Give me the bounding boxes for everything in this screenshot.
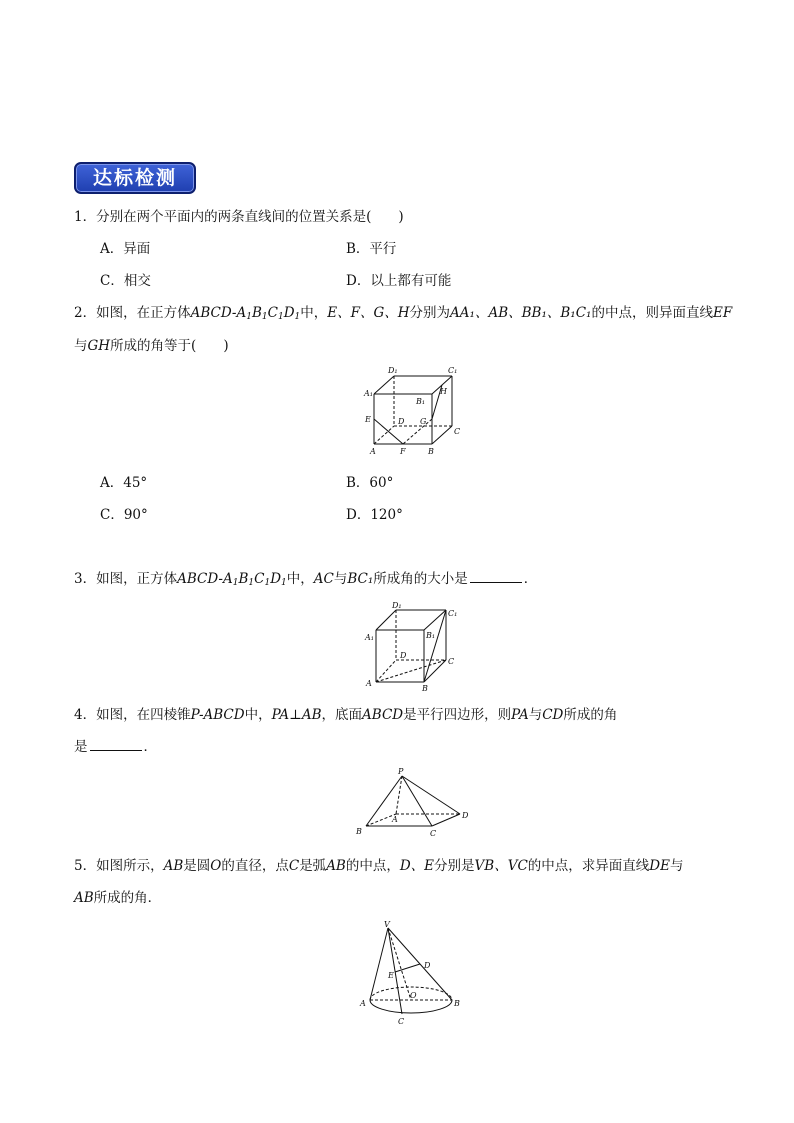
question-number: 4． xyxy=(74,707,97,723)
label-c: C xyxy=(448,657,455,666)
segments-vb-vc: VB、VC xyxy=(474,858,528,874)
segment-ac: AC xyxy=(313,571,334,587)
text: 分别是 xyxy=(434,858,475,874)
text: 与 xyxy=(669,858,684,874)
segment-ab: AB xyxy=(163,858,184,874)
text: 与 xyxy=(528,707,543,723)
question-4-line1 xyxy=(74,706,617,724)
segment-pa: PA xyxy=(511,707,529,723)
label-c: C xyxy=(398,1017,405,1026)
cube-figure-q2 xyxy=(360,364,464,458)
label-b1: B₁ xyxy=(416,397,426,406)
segment-cd: CD xyxy=(542,707,564,723)
question-4-line2 xyxy=(74,738,157,756)
label-b: B xyxy=(454,999,460,1008)
label-a: A xyxy=(370,447,376,456)
label-o: O xyxy=(410,991,417,1000)
option-2a: A．45° xyxy=(100,475,148,491)
option-1a: A．异面 xyxy=(100,241,151,257)
answer-blank xyxy=(470,570,522,583)
label-g: G xyxy=(420,417,427,426)
text: 分别为 xyxy=(409,305,451,321)
pyramid-figure-q4 xyxy=(352,766,476,838)
option-1b: B．平行 xyxy=(346,241,397,257)
label-h: H xyxy=(440,387,447,396)
label-d1: D₁ xyxy=(392,601,402,610)
text: 的中点， xyxy=(345,858,400,874)
label-b: B xyxy=(422,684,428,692)
label-c: C xyxy=(454,427,461,436)
cone-figure-q5 xyxy=(356,918,466,1030)
label-a: A xyxy=(392,815,398,824)
label-a1: A₁ xyxy=(365,633,374,642)
cube-name: ABCD xyxy=(190,305,232,321)
segment-ab: AB xyxy=(74,890,94,906)
text: 是 xyxy=(74,739,88,755)
label-e: E xyxy=(365,415,371,424)
label-e: E xyxy=(388,971,394,980)
label-d: D xyxy=(424,961,431,970)
label-a: A xyxy=(366,679,372,688)
text: 是弧 xyxy=(299,858,327,874)
base-name: ABCD xyxy=(362,707,404,723)
text: 的中点，求异面直线 xyxy=(527,858,650,874)
text: 所成的角等于( ) xyxy=(110,338,229,354)
perp-relation: PA⊥AB xyxy=(271,707,322,723)
option-1c: C．相交 xyxy=(100,273,151,289)
text: 如图，在四棱锥 xyxy=(96,707,191,723)
text: 如图所示， xyxy=(96,858,164,874)
line-ef: EF xyxy=(712,305,733,321)
label-v: V xyxy=(384,920,390,929)
text: 所成的角． xyxy=(93,890,162,906)
label-c1: C₁ xyxy=(448,366,458,375)
text: 与 xyxy=(333,571,348,587)
line-gh: GH xyxy=(87,338,111,354)
label-b: B xyxy=(428,447,434,456)
question-text: 分别在两个平面内的两条直线间的位置关系是( ) xyxy=(96,209,404,225)
text: ． xyxy=(143,739,157,755)
line-de: DE xyxy=(649,858,670,874)
label-f: F xyxy=(400,447,406,456)
label-b1: B₁ xyxy=(426,631,436,640)
label-a1: A₁ xyxy=(364,389,373,398)
option-1d: D．以上都有可能 xyxy=(346,273,452,289)
label-d1: D₁ xyxy=(388,366,398,375)
text: 所成角的大小是 xyxy=(373,571,468,587)
text: 中， xyxy=(300,305,328,321)
question-5-line1 xyxy=(74,857,683,875)
arc-ab: AB xyxy=(326,858,346,874)
label-c1: C₁ xyxy=(448,609,458,618)
question-5-line2 xyxy=(74,889,161,907)
text: 中， xyxy=(286,571,314,587)
text: 如图，正方体 xyxy=(96,571,178,587)
label-b: B xyxy=(356,827,362,836)
points-d-e: D、E xyxy=(399,858,435,874)
label-a: A xyxy=(360,999,366,1008)
question-2-line1: 2．如图，在正方体ABCD-$A_1B_1C_1D_1$中，E、F、G、H分别为AA₁、AB、BB₁、B₁C₁的中点，则异面直线EF xyxy=(74,305,733,322)
pyramid-name: P-ABCD xyxy=(190,707,245,723)
label-c: C xyxy=(430,829,437,838)
text: 如图，在正方体 xyxy=(96,305,191,321)
answer-blank xyxy=(90,738,142,751)
segment-bc1: BC₁ xyxy=(347,571,374,587)
text: 的中点，则异面直线 xyxy=(591,305,713,321)
points: E、F、G、H xyxy=(327,305,410,321)
point-c: C xyxy=(288,858,300,874)
section-title-banner: 达标检测 xyxy=(74,162,196,194)
cube-figure-q3 xyxy=(362,598,466,692)
option-2c: C．90° xyxy=(100,507,148,523)
text: 的直径，点 xyxy=(221,858,289,874)
text: 是圆 xyxy=(183,858,211,874)
question-number: 1． xyxy=(74,209,97,225)
text: ． xyxy=(523,571,538,587)
label-d: D xyxy=(398,417,405,426)
text: 中， xyxy=(244,707,272,723)
label-p: P xyxy=(398,767,404,776)
question-3: 3．如图，正方体ABCD-$A_1B_1C_1D_1$中，AC与BC₁所成角的大小是 ． xyxy=(74,571,538,588)
label-d: D xyxy=(462,811,469,820)
text: 所成的角 xyxy=(563,707,618,723)
question-number: 5． xyxy=(74,858,97,874)
label-d: D xyxy=(400,651,407,660)
text: 是平行四边形，则 xyxy=(403,707,512,723)
option-2d: D．120° xyxy=(346,507,403,523)
text: 与 xyxy=(74,338,88,354)
option-2b: B．60° xyxy=(346,475,394,491)
text: ，底面 xyxy=(321,707,363,723)
question-number: 2． xyxy=(74,305,97,321)
question-number: 3． xyxy=(74,571,97,587)
question-2-line2 xyxy=(74,337,229,355)
question-1 xyxy=(74,208,404,226)
midpoints: AA₁、AB、BB₁、B₁C₁ xyxy=(450,305,592,321)
point-o: O xyxy=(210,858,222,874)
